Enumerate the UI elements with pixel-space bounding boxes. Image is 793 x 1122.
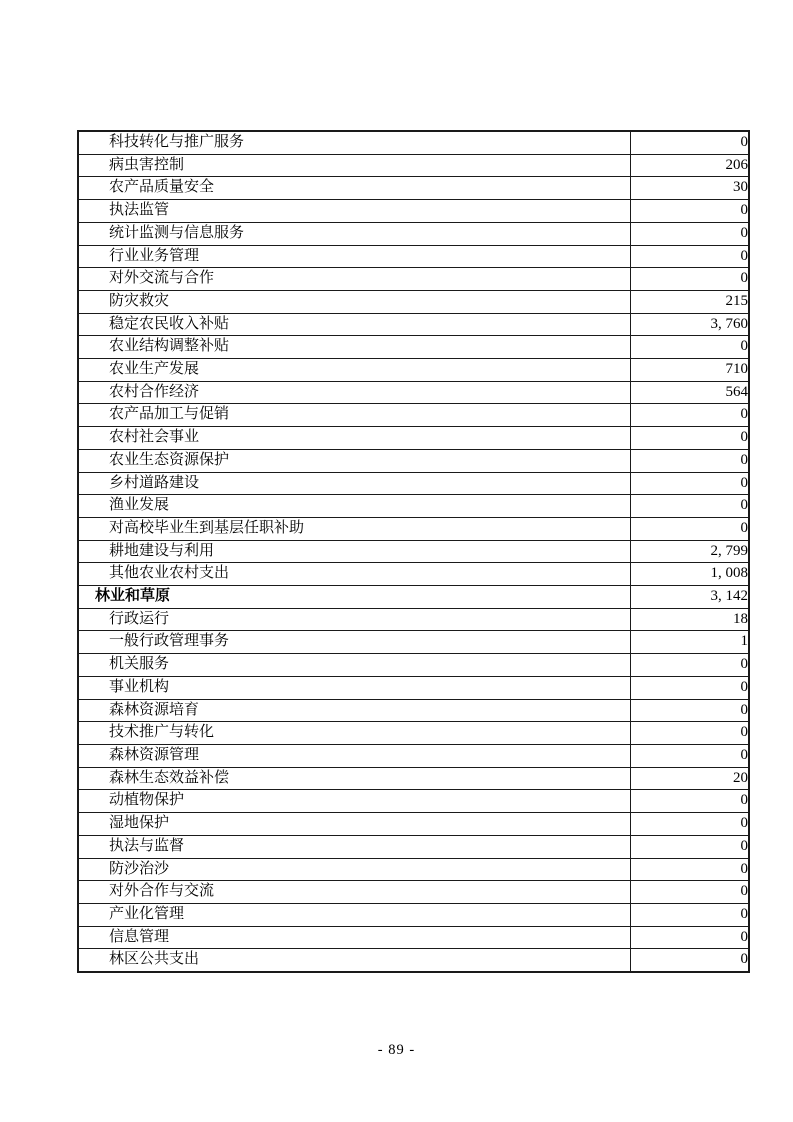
- table-row: [78, 722, 749, 745]
- row-value: 0: [631, 676, 750, 699]
- row-label: 稳定农民收入补贴: [78, 313, 631, 336]
- row-label: 执法与监督: [78, 835, 631, 858]
- row-label: 农业结构调整补贴: [78, 336, 631, 359]
- table-row: [78, 835, 749, 858]
- budget-table: [77, 130, 750, 973]
- table-row: [78, 744, 749, 767]
- row-label: 森林生态效益补偿: [78, 767, 631, 790]
- row-value: 0: [631, 245, 750, 268]
- table-row: [78, 427, 749, 450]
- table-row: [78, 472, 749, 495]
- table-row: [78, 495, 749, 518]
- row-value: 30: [631, 177, 750, 200]
- row-value: 0: [631, 790, 750, 813]
- row-label: 森林资源培育: [78, 699, 631, 722]
- row-label: 动植物保护: [78, 790, 631, 813]
- row-value: 206: [631, 154, 750, 177]
- row-label: 防沙治沙: [78, 858, 631, 881]
- table-row: [78, 654, 749, 677]
- row-value: 0: [631, 699, 750, 722]
- row-label: 机关服务: [78, 654, 631, 677]
- row-value: 1: [631, 631, 750, 654]
- row-label: 森林资源管理: [78, 744, 631, 767]
- row-value: 2, 799: [631, 540, 750, 563]
- row-label: 对外合作与交流: [78, 881, 631, 904]
- table-row: [78, 381, 749, 404]
- page-number: - 89 -: [377, 1042, 416, 1058]
- row-label: 防灾救灾: [78, 290, 631, 313]
- row-value: 0: [631, 813, 750, 836]
- row-label: 产业化管理: [78, 903, 631, 926]
- row-value: 0: [631, 200, 750, 223]
- table-row: [78, 200, 749, 223]
- table-row: [78, 313, 749, 336]
- row-label: 湿地保护: [78, 813, 631, 836]
- row-value: 0: [631, 222, 750, 245]
- row-value: 0: [631, 404, 750, 427]
- row-label: 科技转化与推广服务: [78, 131, 631, 154]
- table-body: [78, 131, 749, 972]
- row-label: 信息管理: [78, 926, 631, 949]
- table-row: [78, 245, 749, 268]
- table-row: [78, 881, 749, 904]
- row-value: 0: [631, 472, 750, 495]
- table-row: [78, 131, 749, 154]
- row-value: 0: [631, 449, 750, 472]
- row-label: 农业生态资源保护: [78, 449, 631, 472]
- table-row: [78, 222, 749, 245]
- table-row: [78, 858, 749, 881]
- table-row: [78, 517, 749, 540]
- table-row: [78, 699, 749, 722]
- row-label: 其他农业农村支出: [78, 563, 631, 586]
- row-value: 0: [631, 336, 750, 359]
- row-label: 事业机构: [78, 676, 631, 699]
- row-value: 0: [631, 427, 750, 450]
- row-value: 0: [631, 949, 750, 972]
- table-row: [78, 903, 749, 926]
- table-row: [78, 813, 749, 836]
- row-label: 病虫害控制: [78, 154, 631, 177]
- row-label: 农产品质量安全: [78, 177, 631, 200]
- row-label: 耕地建设与利用: [78, 540, 631, 563]
- row-value: 0: [631, 131, 750, 154]
- table-row: [78, 767, 749, 790]
- row-label: 一般行政管理事务: [78, 631, 631, 654]
- table-row: [78, 608, 749, 631]
- row-value: 215: [631, 290, 750, 313]
- row-label: 林业和草原: [78, 586, 631, 609]
- table-row: [78, 586, 749, 609]
- row-label: 行政运行: [78, 608, 631, 631]
- row-label: 渔业发展: [78, 495, 631, 518]
- row-value: 0: [631, 722, 750, 745]
- table-row: [78, 949, 749, 972]
- row-label: 乡村道路建设: [78, 472, 631, 495]
- table-row: [78, 631, 749, 654]
- row-value: 0: [631, 744, 750, 767]
- row-label: 农产品加工与促销: [78, 404, 631, 427]
- row-value: 20: [631, 767, 750, 790]
- table-row: [78, 290, 749, 313]
- row-value: 0: [631, 517, 750, 540]
- table-row: [78, 359, 749, 382]
- row-value: 0: [631, 881, 750, 904]
- table-row: [78, 268, 749, 291]
- table-row: [78, 404, 749, 427]
- row-label: 对外交流与合作: [78, 268, 631, 291]
- row-value: 0: [631, 495, 750, 518]
- row-label: 统计监测与信息服务: [78, 222, 631, 245]
- row-label: 对高校毕业生到基层任职补助: [78, 517, 631, 540]
- row-value: 3, 760: [631, 313, 750, 336]
- row-value: 0: [631, 654, 750, 677]
- row-value: 710: [631, 359, 750, 382]
- row-label: 执法监管: [78, 200, 631, 223]
- table-row: [78, 177, 749, 200]
- row-label: 行业业务管理: [78, 245, 631, 268]
- row-value: 0: [631, 926, 750, 949]
- row-label: 农村社会事业: [78, 427, 631, 450]
- row-label: 农业生产发展: [78, 359, 631, 382]
- row-value: 0: [631, 268, 750, 291]
- row-value: 18: [631, 608, 750, 631]
- table-row: [78, 336, 749, 359]
- row-value: 0: [631, 903, 750, 926]
- row-value: 564: [631, 381, 750, 404]
- row-label: 技术推广与转化: [78, 722, 631, 745]
- row-value: 0: [631, 858, 750, 881]
- row-value: 0: [631, 835, 750, 858]
- row-value: 1, 008: [631, 563, 750, 586]
- table-row: [78, 449, 749, 472]
- table-row: [78, 563, 749, 586]
- table-row: [78, 926, 749, 949]
- table-row: [78, 790, 749, 813]
- row-label: 农村合作经济: [78, 381, 631, 404]
- table-row: [78, 154, 749, 177]
- table-row: [78, 676, 749, 699]
- row-value: 3, 142: [631, 586, 750, 609]
- table-row: [78, 540, 749, 563]
- row-label: 林区公共支出: [78, 949, 631, 972]
